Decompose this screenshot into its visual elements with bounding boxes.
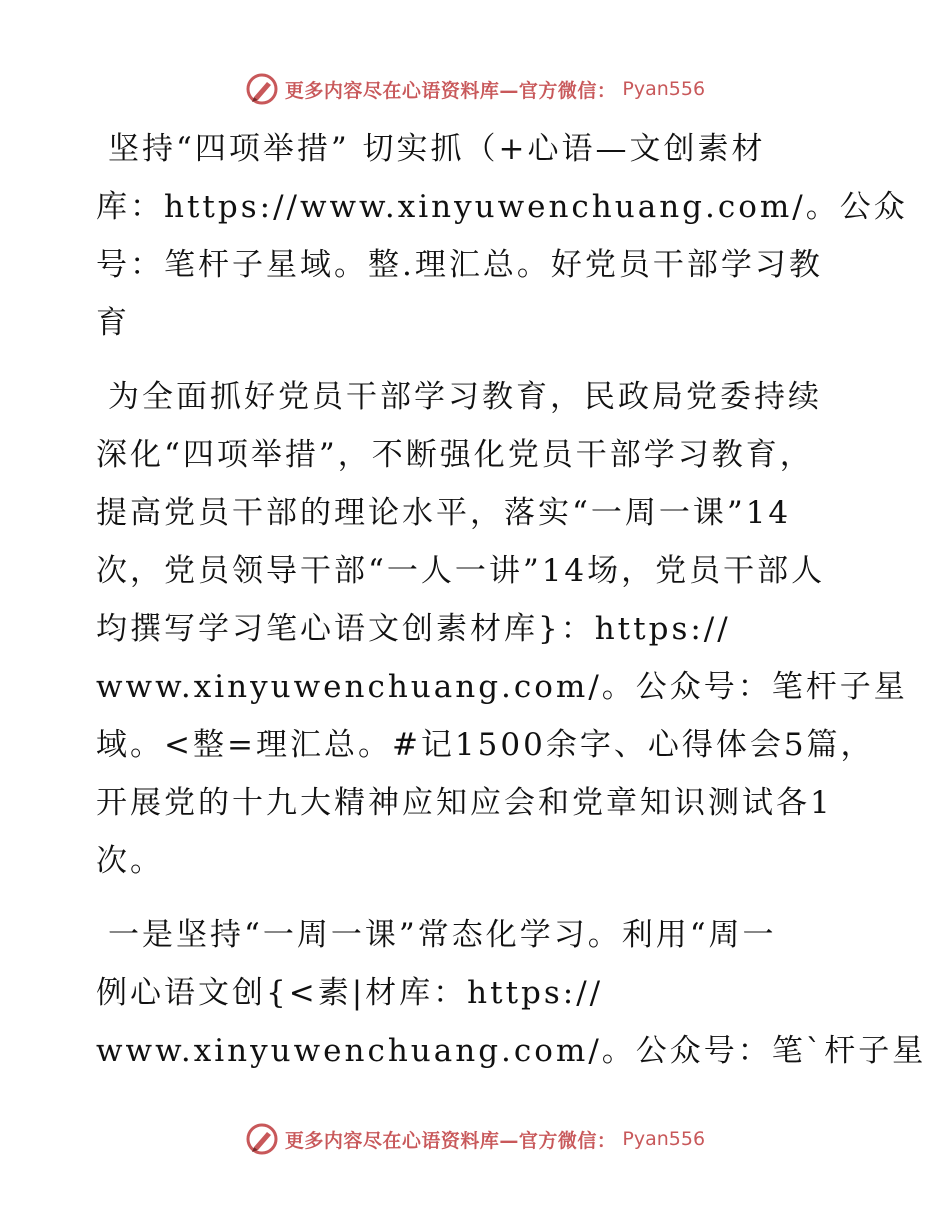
footer-wechat-account: Pyan556 <box>622 1128 706 1150</box>
paragraph-section-one <box>96 906 927 1080</box>
text-line: 均撰写学习笔心语文创素材库}：https:// <box>96 611 731 647</box>
text-line: 域。<整=理汇总。#记1500余字、心得体会5篇， <box>96 727 875 763</box>
pen-logo-icon <box>245 72 279 106</box>
footer-banner-text: 更多内容尽在心语资料库—官方微信： <box>284 1129 617 1152</box>
pen-logo-icon <box>245 1122 279 1156</box>
text-line: 坚持“四项举措” 切实抓（+心语—文创素材 <box>108 131 766 167</box>
text-line: 例心语文创{<素|材库：https:// <box>96 975 604 1011</box>
header-wechat-account: Pyan556 <box>622 78 706 100</box>
text-line: 号：笔杆子星域。整.理汇总。好党员干部学习教 <box>96 247 823 283</box>
footer-banner <box>0 1122 950 1156</box>
header-banner-text: 更多内容尽在心语资料库—官方微信： <box>284 79 617 102</box>
text-line: 次。 <box>96 843 164 879</box>
document-body <box>96 120 927 1096</box>
paragraph-title <box>96 120 908 352</box>
text-line: www.xinyuwenchuang.com/。公众号：笔`杆子星 <box>96 1033 927 1069</box>
header-banner <box>0 72 950 106</box>
text-line: 育 <box>96 305 130 341</box>
text-line: 为全面抓好党员干部学习教育，民政局党委持续 <box>108 379 822 415</box>
text-line: 一是坚持“一周一课”常态化学习。利用“周一 <box>108 917 777 953</box>
text-line: 提高党员干部的理论水平，落实“一周一课”14 <box>96 495 792 531</box>
text-line: www.xinyuwenchuang.com/。公众号：笔杆子星 <box>96 669 908 705</box>
paragraph-intro <box>96 368 908 890</box>
text-line: 库：https://www.xinyuwenchuang.com/。公众 <box>96 189 908 225</box>
text-line: 次，党员领导干部“一人一讲”14场，党员干部人 <box>96 553 826 589</box>
text-line: 开展党的十九大精神应知应会和党章知识测试各1 <box>96 785 833 821</box>
text-line: 深化“四项举措”，不断强化党员干部学习教育， <box>96 437 814 473</box>
